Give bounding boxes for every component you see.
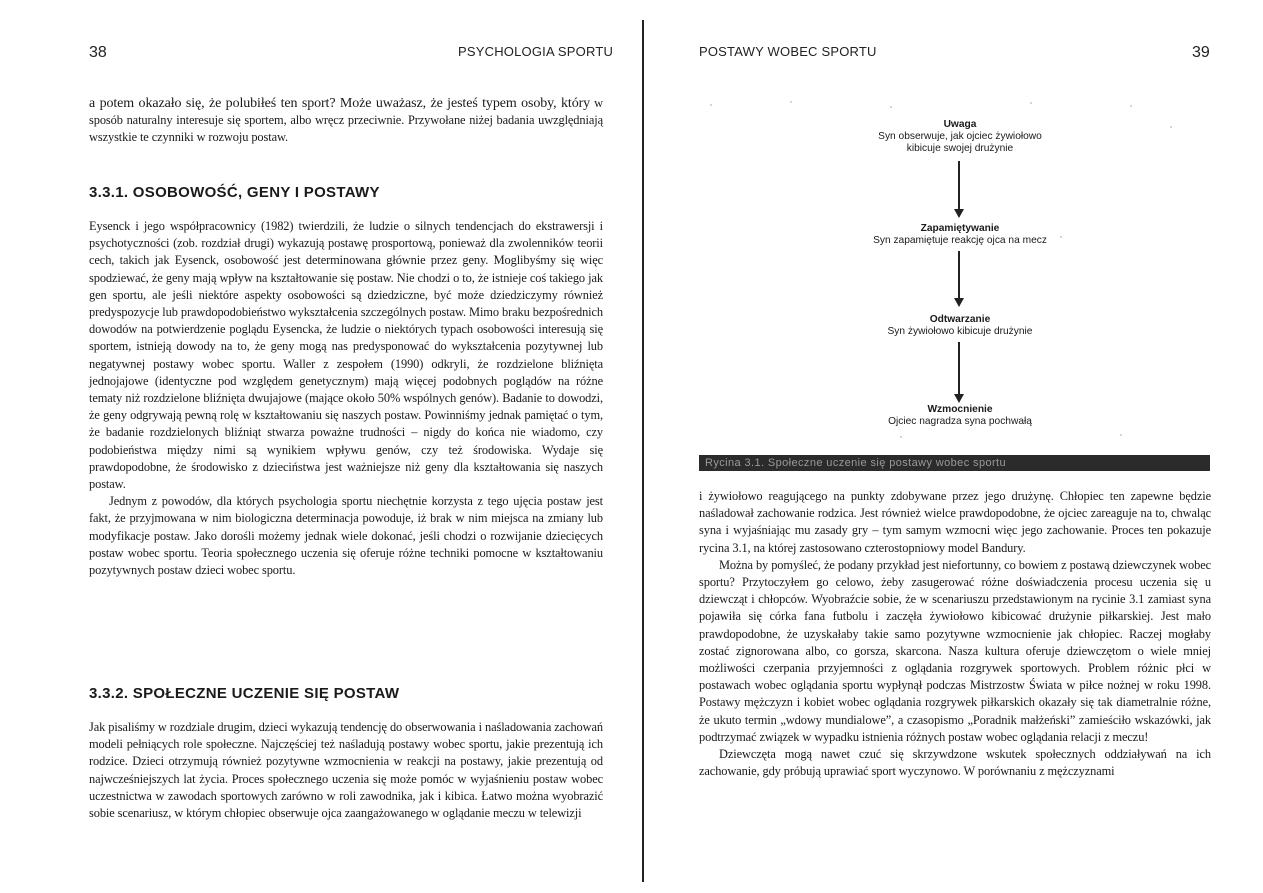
scan-speckle — [1030, 102, 1032, 104]
figure-caption: Rycina 3.1. Społeczne uczenie się postawy wobec sportu — [699, 455, 1210, 471]
page-number-right: 39 — [1192, 44, 1210, 61]
running-head-left: PSYCHOLOGIA SPORTU — [458, 44, 614, 59]
scan-speckle — [790, 101, 792, 103]
scan-speckle — [900, 436, 902, 438]
intro-rest: w sposób naturalny interesuje się sportem, albo wręcz przeciwnie. Przywołane niżej badania uwzględniają wszystkie te czynniki w rozwoju postaw. — [89, 96, 604, 145]
right-paragraph-3: Dziewczęta mogą nawet czuć się skrzywdzone wskutek społecznych oddziaływań na ich zachowanie, gdy próbują uprawiać sport wyczynowo. W porównaniu z mężczyznami — [699, 747, 1211, 779]
section-1-paragraph-1: Eysenck i jego współpracownicy (1982) twierdzili, że ludzie o silnych tendencjach do ekstrawersji i psychotyczności (zob. rozdział drugi) wykazują postawę prosportową, ponieważ dla zwolenników teorii cech, takich jak Eysenck, osobowość jest determinowana głównie przez geny. Moglibyśmy się więc spodziewać, że geny mają wpływ na kształtowanie się postaw. Nie chodzi o to, że istnieje coś takiego jak gen sportu, ale jeśli niektóre aspekty osobowości są dziedziczne, być może dziedziczymy również predyspozycje lub prawdopodobieństwo wykształcenia szczególnych postaw. Mimo braku bezpośrednich dowodów na potwierdzenie poglądu Eysencka, że ludzie o niektórych typach osobowości interesują się sportem, istnieją dowody na to, że geny mogą nas predysponować do wykształcenia pozytywnej lub negatywnej postawy wobec sportu. Waller z zespołem (1990) odkryli, że rozdzielone bliźnięta jednojajowe (identyczne pod względem genetycznym) mają więcej podobnych poglądów na różne tematy niż rozdzielone bliźnięta dwujajowe (mające około 50% wspólnych genów). Badanie to dowodzi, że geny odgrywają pewną rolę w kształtowaniu się naszych postaw. Powinniśmy jednak pamiętać o tym, że badanie rozdzielonych bliźniąt stwarza poważne trudności – nigdy do końca nie wiadomo, czy podobieństwa między nimi są wynikiem wpływu genów, czy też środowiska. Wydaje się prawdopodobne, że środowisko z dzieciństwa jest ważniejsze niż geny dla kształtowania się naszych postaw. — [89, 219, 603, 492]
arrow-down-icon — [954, 394, 964, 403]
stage-wzmocnienie — [700, 404, 1220, 428]
section-2-body — [89, 719, 603, 822]
scan-speckle — [710, 104, 712, 106]
stage-uwaga — [700, 119, 1220, 155]
arrow-line — [958, 161, 960, 210]
bandura-model-diagram — [700, 96, 1220, 441]
stage-title: Zapamiętywanie — [920, 223, 1000, 234]
right-page-body — [699, 488, 1211, 780]
arrow-down-icon — [954, 209, 964, 218]
stage-description: Syn zapamiętuje reakcję ojca na mecz — [873, 235, 1047, 246]
intro-lead-line: a potem okazało się, że polubiłeś ten sport? Może uważasz, że jesteś typem osoby, który — [89, 96, 591, 111]
stage-odtwarzanie — [700, 314, 1220, 338]
scan-speckle — [890, 106, 892, 108]
section-2-paragraph-1: Jak pisaliśmy w rozdziale drugim, dzieci wykazują tendencję do obserwowania i naśladowania zachowań modeli pełniących role społeczne. Najczęściej też naśladują postawy wobec sportu, jakie prezentują ich rodzice. Dzieci otrzymują również pozytywne wzmocnienia w reakcji na postawy, jakie prezentują od najwcześniejszych lat życia. Proces społecznego uczenia się może pomóc w wyjaśnieniu postaw wobec uczestnictwa w zawodach sportowych zarówno w roli zawodnika, jak i kibica. Łatwo można wyobrazić sobie scenariusz, w którym chłopiec obserwuje ojca zaangażowanego w oglądanie meczu w telewizji — [89, 720, 603, 821]
stage-description: Ojciec nagradza syna pochwałą — [888, 416, 1032, 427]
arrow-line — [958, 251, 960, 299]
right-paragraph-2: Można by pomyśleć, że podany przykład jest niefortunny, co bowiem z postawą dziewczynek wobec sportu? Przytoczyłem go celowo, żeby zasugerować różne doświadczenia procesu uczenia się u dziewcząt i chłopców. Wyobraźcie sobie, że w scenariuszu przedstawionym na rycinie 3.1 zamiast syna pojawiła się córka fana futbolu i zaczęła żywiołowo kibicować drużynie piłkarskiej. Jest mało prawdopodobne, że uzyskałaby takie samo pozytywne wzmocnienie jak chłopiec. Raczej mogłaby zostać zignorowana albo, co gorsza, skarcona. Nasza kultura oferuje dziewczętom o wiele mniej możliwości czerpania przyjemności z oglądania rozgrywek sportowych. Problem różnic płci w postawach wobec oglądania sportu wypłynął podczas Mistrzostw Świata w piłce nożnej w roku 1998. Postawy mężczyzn i kobiet wobec oglądania rozgrywek piłkarskich okazały się tak diametralnie różne, że ukuto termin „wdowy mundialowe”, a czasopismo „Poradnik małżeński” zamieściło wskazówki, jak podtrzymać związek w wypadku istnienia różnych postaw wobec oglądania relacji z meczu! — [699, 557, 1211, 744]
section-heading-spoleczne-uczenie: 3.3.2. SPOŁECZNE UCZENIE SIĘ POSTAW — [89, 685, 400, 702]
section-1-paragraph-2: Jednym z powodów, dla których psychologia sportu niechętnie korzysta z tego ujęcia postaw jest fakt, że przyjmowana w nim biologiczna determinacja powoduje, iż brak w nim miejsca na zmiany lub modyfikacje postaw. Jako dorośli możemy jednak wiele dokonać, jeśli chodzi o rozwijanie dziecięcych postaw wobec sportu. Teoria społecznego uczenia się oferuje różne techniki pomocne w kształtowaniu pozytywnych postaw dzieci wobec sportu. — [89, 494, 603, 578]
running-head-right: POSTAWY WOBEC SPORTU — [699, 44, 877, 59]
right-paragraph-1: i żywiołowo reagującego na punkty zdobywane przez jego drużynę. Chłopiec ten zapewne będzie naśladował zachowanie rodzica. Jest również wielce prawdopodobne, że ojciec zareaguje na to, chwaląc syna i wyjaśniając mu zasady gry – tym samym wzmocni więc jego zachowanie. Proces ten pokazuje rycina 3.1, na której zastosowano czterostopniowy model Bandury. — [699, 489, 1211, 555]
stage-title: Wzmocnienie — [927, 404, 993, 415]
stage-zapamietywanie — [700, 223, 1220, 247]
scan-speckle — [1120, 434, 1122, 436]
intro-paragraph — [89, 95, 603, 147]
scan-speckle — [1130, 105, 1132, 107]
page-number-left: 38 — [89, 44, 107, 61]
stage-description: Syn żywiołowo kibicuje drużynie — [887, 326, 1033, 337]
stage-title: Uwaga — [943, 119, 977, 130]
section-1-body — [89, 218, 603, 579]
book-spine — [642, 20, 644, 882]
arrow-down-icon — [954, 298, 964, 307]
stage-description: Syn obserwuje, jak ojciec żywiołowo kibicuje swojej drużynie — [878, 131, 1042, 154]
section-heading-osobowosc: 3.3.1. OSOBOWOŚĆ, GENY I POSTAWY — [89, 184, 380, 201]
arrow-line — [958, 342, 960, 395]
stage-title: Odtwarzanie — [929, 314, 991, 325]
